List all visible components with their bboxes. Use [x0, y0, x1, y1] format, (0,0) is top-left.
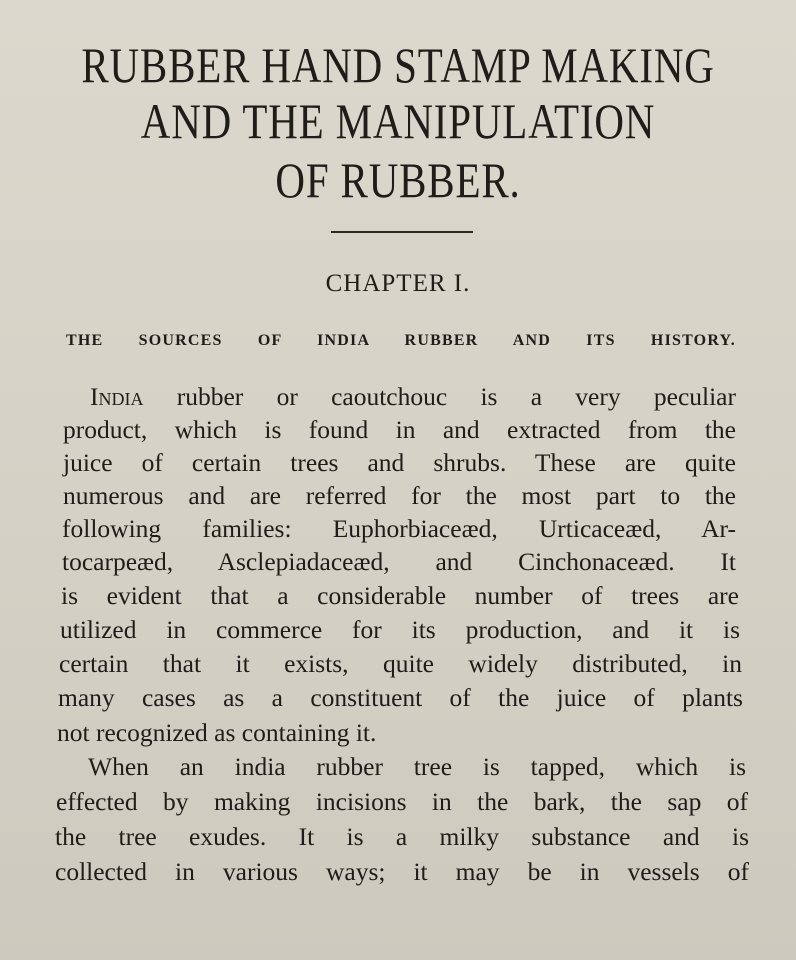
title-line-1: RUBBER HAND STAMP MAKING [81, 37, 715, 93]
body-line: many cases as a constituent of the juice of plants [58, 683, 743, 712]
body-line: collected in various ways; it may be in vessels of [55, 857, 749, 886]
body-line: the tree exudes. It is a milky substance and is [55, 822, 749, 851]
body-line: juice of certain trees and shrubs. These are quite [63, 448, 736, 477]
chapter-heading: CHAPTER I. [325, 270, 471, 297]
body-line: following families: Euphorbiaceæd, Urticaceæd, Ar- [62, 514, 736, 543]
body-line: numerous and are referred for the most part to the [63, 481, 736, 510]
body-line: effected by making incisions in the bark, the sap of [56, 787, 748, 816]
body-line: certain that it exists, quite widely distributed, in [59, 649, 742, 678]
body-line: product, which is found in and extracted from the [63, 415, 736, 444]
line-text: rubber or caoutchouc is a very peculiar [143, 382, 736, 411]
body-line: utilized in commerce for its production, and it is [60, 615, 740, 644]
body-line: not recognized as containing it. [57, 718, 377, 747]
lead-word: India [90, 382, 144, 411]
chapter-subtitle: THE SOURCES OF INDIA RUBBER AND ITS HISTORY. [66, 332, 736, 349]
title-line-3: OF RUBBER. [275, 152, 521, 208]
body-line: When an india rubber tree is tapped, which is [88, 752, 746, 781]
title-line-2: AND THE MANIPULATION [140, 93, 656, 149]
title-divider [331, 231, 473, 233]
body-line [90, 382, 736, 412]
body-line: tocarpeæd, Asclepiadaceæd, and Cinchonaceæd. It [62, 547, 736, 576]
body-line: is evident that a considerable number of trees are [61, 581, 739, 610]
